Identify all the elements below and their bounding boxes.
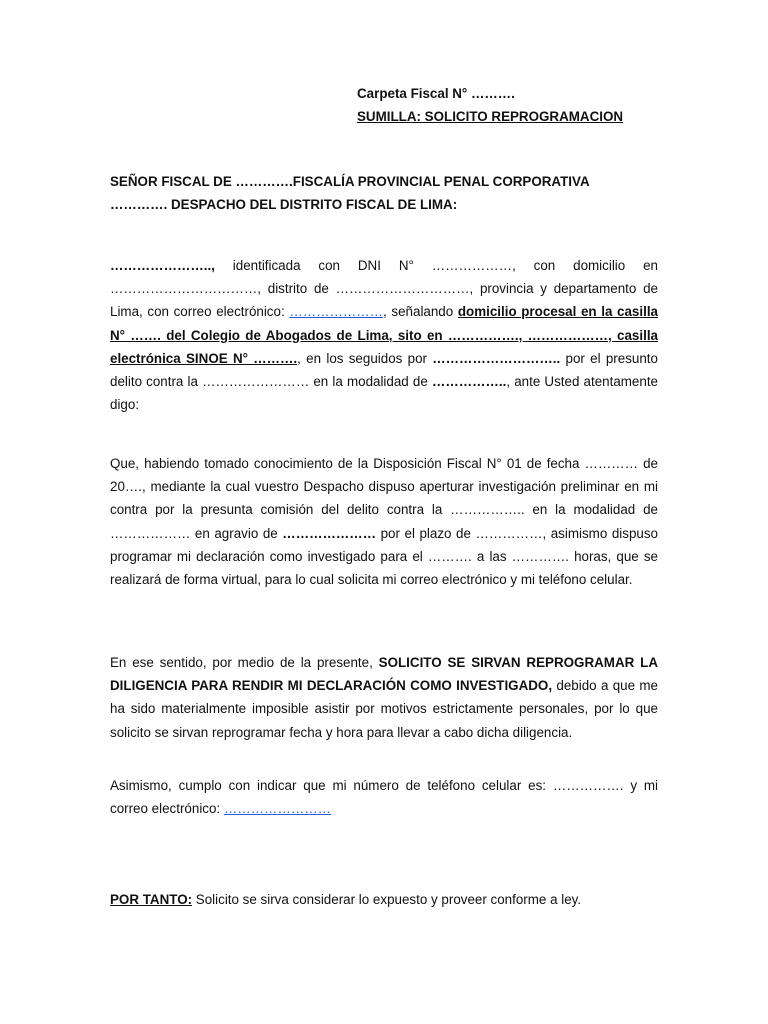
para2-text-2: debido a que me ha sido materialmente imposible asistir por motivos estrictamente personales, por lo que solicito se sirvan reprogramar fecha y hora para llevar a cabo dicha diligencia.: [110, 678, 658, 740]
addressee-block: [110, 170, 658, 216]
addressee-line-1: SEÑOR FISCAL DE ………….FISCALÍA PROVINCIAL PENAL CORPORATIVA: [110, 174, 590, 189]
carpeta-fiscal-line: Carpeta Fiscal N° ……….: [357, 86, 515, 101]
closing-text: Solicito se sirva considerar lo expuesto y proveer conforme a ley.: [192, 892, 582, 907]
para1-text-2: por el plazo de ……………, asimismo dispuso programar mi declaración como investigado para el ………. a las …………. horas, que se realizará de forma virtual, para lo cual solicita mi correo electrónico y mi teléfono celular.: [110, 525, 658, 588]
domicilio-procesal: domicilio procesal en la casilla N° ……. del Colegio de Abogados de Lima, sito en ……………., ………………, casilla electrónica SINOE N° ……….: [110, 304, 658, 366]
intro-text-5: , ante Usted atentamente digo:: [110, 374, 658, 413]
para2-text-1: En ese sentido, por medio de la presente,: [110, 655, 379, 670]
modalidad-blank: ……………..: [431, 374, 507, 390]
closing-paragraph: [110, 888, 658, 911]
paragraph-2: [110, 651, 658, 744]
intro-text-4: por el presunto delito contra la …………………… en la modalidad de: [110, 350, 658, 390]
paragraph-1: [110, 452, 658, 591]
email-link-2[interactable]: ……………………: [223, 801, 331, 817]
intro-paragraph: [110, 254, 658, 416]
name-blank: …………………..,: [110, 258, 215, 273]
addressee-line-2: …………. DESPACHO DEL DISTRITO FISCAL DE LIMA:: [110, 197, 458, 213]
para1-text-1: Que, habiendo tomado conocimiento de la Disposición Fiscal N° 01 de fecha ………… de 20…., mediante la cual vuestro Despacho dispuso aperturar investigación preliminar en mi contra por la presunta comisión del delito contra la …………….. en la modalidad de ……………… en agravio de: [110, 456, 658, 541]
email-link[interactable]: …………………: [289, 304, 384, 320]
sumilla-line: SUMILLA: SOLICITO REPROGRAMACION: [357, 109, 624, 124]
intro-text-3: , en los seguidos por: [297, 350, 433, 366]
por-tanto: POR TANTO:: [110, 892, 193, 907]
solicito-reprogramar: SOLICITO SE SIRVAN REPROGRAMAR LA DILIGENCIA PARA RENDIR MI DECLARACIÓN COMO INVESTIGADO,: [110, 655, 658, 694]
agraviado-blank: …………………: [282, 525, 377, 541]
paragraph-3: [110, 774, 658, 820]
intro-text-1: identificada con DNI N° ………………, con domicilio en ……………………………, distrito de …………………………, provincia y departamento de Lima, con correo electrónico:: [110, 258, 658, 320]
para3-text-1: Asimismo, cumplo con indicar que mi número de teléfono celular es: ……………. y mi correo electrónico:: [110, 778, 658, 817]
intro-text-2: , señalando: [383, 304, 458, 320]
seguidos-blank: ………………………..: [432, 350, 561, 366]
